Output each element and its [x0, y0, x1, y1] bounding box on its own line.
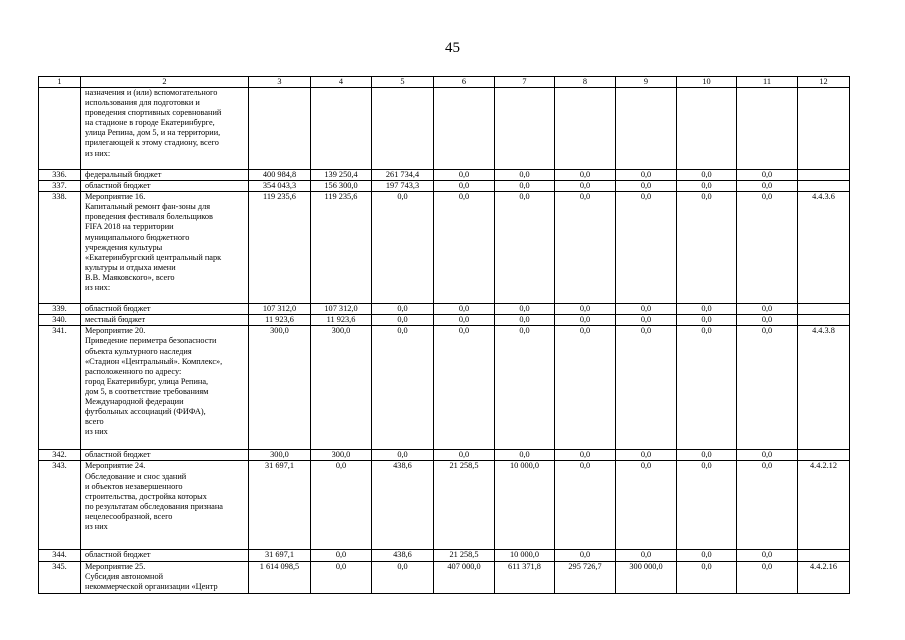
value-cell: 0,0	[677, 315, 737, 326]
row-number-cell: 343.	[39, 461, 81, 550]
value-cell: 300,0	[249, 326, 311, 450]
value-cell: 0,0	[677, 181, 737, 192]
value-cell: 0,0	[311, 550, 372, 561]
value-cell: 197 743,3	[372, 181, 434, 192]
value-cell: 0,0	[555, 326, 616, 450]
program-code-cell: 4.4.3.8	[798, 326, 850, 450]
value-cell: 0,0	[616, 550, 677, 561]
column-number-cell: 11	[737, 77, 798, 88]
value-cell: 0,0	[677, 170, 737, 181]
value-cell: 0,0	[555, 450, 616, 461]
row-number-cell: 339.	[39, 304, 81, 315]
value-cell: 0,0	[434, 326, 495, 450]
column-number-cell: 10	[677, 77, 737, 88]
value-cell	[677, 88, 737, 170]
row-description-cell: областной бюджет	[81, 304, 249, 315]
value-cell: 407 000,0	[434, 561, 495, 593]
row-description-cell: местный бюджет	[81, 315, 249, 326]
value-cell: 0,0	[372, 326, 434, 450]
value-cell: 300,0	[311, 326, 372, 450]
row-description-cell: назначения и (или) вспомогательного использования для подготовки и проведения спортивных соревнований на стадионе в городе Екатеринбурге, улица Репина, дом 5, и на территории, прилегающей к этому стадиону, всего из них:	[81, 88, 249, 170]
value-cell: 0,0	[555, 304, 616, 315]
column-number-row	[39, 77, 850, 88]
value-cell: 0,0	[311, 461, 372, 550]
value-cell: 0,0	[311, 561, 372, 593]
value-cell: 11 923,6	[311, 315, 372, 326]
table-row	[39, 450, 850, 461]
value-cell: 0,0	[737, 450, 798, 461]
value-cell: 0,0	[434, 315, 495, 326]
page-number: 45	[445, 40, 460, 56]
row-number-cell: 344.	[39, 550, 81, 561]
value-cell: 0,0	[737, 181, 798, 192]
program-code-cell: 4.4.2.12	[798, 461, 850, 550]
value-cell: 0,0	[555, 461, 616, 550]
value-cell: 0,0	[737, 461, 798, 550]
value-cell: 119 235,6	[311, 192, 372, 304]
value-cell: 0,0	[616, 170, 677, 181]
value-cell: 0,0	[434, 450, 495, 461]
column-number-cell: 2	[81, 77, 249, 88]
row-number-cell: 340.	[39, 315, 81, 326]
table-row	[39, 181, 850, 192]
value-cell: 0,0	[495, 450, 555, 461]
value-cell: 119 235,6	[249, 192, 311, 304]
value-cell: 0,0	[555, 170, 616, 181]
table-row	[39, 315, 850, 326]
value-cell: 0,0	[677, 192, 737, 304]
row-description-cell: областной бюджет	[81, 550, 249, 561]
value-cell: 107 312,0	[311, 304, 372, 315]
value-cell: 0,0	[677, 450, 737, 461]
program-code-cell	[798, 550, 850, 561]
value-cell: 0,0	[495, 192, 555, 304]
value-cell: 21 258,5	[434, 461, 495, 550]
value-cell: 0,0	[372, 304, 434, 315]
row-number-cell: 336.	[39, 170, 81, 181]
value-cell: 0,0	[555, 550, 616, 561]
column-number-cell: 12	[798, 77, 850, 88]
value-cell: 0,0	[555, 315, 616, 326]
row-number-cell: 342.	[39, 450, 81, 461]
table-row	[39, 170, 850, 181]
value-cell: 0,0	[616, 192, 677, 304]
table-row	[39, 88, 850, 170]
value-cell: 0,0	[737, 326, 798, 450]
row-description-cell: областной бюджет	[81, 181, 249, 192]
value-cell: 0,0	[737, 170, 798, 181]
value-cell	[616, 88, 677, 170]
row-number-cell: 345.	[39, 561, 81, 593]
value-cell: 0,0	[737, 304, 798, 315]
value-cell: 261 734,4	[372, 170, 434, 181]
value-cell: 11 923,6	[249, 315, 311, 326]
value-cell	[555, 88, 616, 170]
row-number-cell: 337.	[39, 181, 81, 192]
row-description-cell: Мероприятие 24. Обследование и снос зданий и объектов незавершенного строительства, достройка которых по результатам обследования признана нецелесообразной, всего из них	[81, 461, 249, 550]
program-code-cell	[798, 450, 850, 461]
column-number-cell: 5	[372, 77, 434, 88]
row-description-cell: Мероприятие 20. Приведение периметра безопасности объекта культурного наследия «Стадион «Центральный». Комплекс», расположенного по адресу: город Екатеринбург, улица Репина, дом 5, в соответствие требованиям Международной федерации футбольных ассоциаций (ФИФА), всего из них	[81, 326, 249, 450]
value-cell: 1 614 098,5	[249, 561, 311, 593]
value-cell: 21 258,5	[434, 550, 495, 561]
value-cell: 0,0	[737, 315, 798, 326]
value-cell: 0,0	[677, 304, 737, 315]
value-cell: 0,0	[434, 170, 495, 181]
value-cell: 438,6	[372, 550, 434, 561]
value-cell: 0,0	[616, 304, 677, 315]
value-cell	[249, 88, 311, 170]
table-row	[39, 550, 850, 561]
value-cell: 0,0	[737, 192, 798, 304]
value-cell	[737, 88, 798, 170]
program-code-cell	[798, 304, 850, 315]
value-cell: 0,0	[737, 550, 798, 561]
value-cell: 0,0	[555, 181, 616, 192]
table-row	[39, 326, 850, 450]
value-cell: 0,0	[737, 561, 798, 593]
row-description-cell: федеральный бюджет	[81, 170, 249, 181]
value-cell: 10 000,0	[495, 461, 555, 550]
column-number-cell: 7	[495, 77, 555, 88]
value-cell: 354 043,3	[249, 181, 311, 192]
column-number-cell: 9	[616, 77, 677, 88]
program-code-cell: 4.4.2.16	[798, 561, 850, 593]
value-cell: 300 000,0	[616, 561, 677, 593]
column-number-cell: 3	[249, 77, 311, 88]
program-code-cell: 4.4.3.6	[798, 192, 850, 304]
row-description-cell: Мероприятие 16. Капитальный ремонт фан-зоны для проведения фестиваля болельщиков FIFA 2018 на территории муниципального бюджетного учреждения культуры «Екатеринбургский центральный парк культуры и отдыха имени В.В. Маяковского», всего из них:	[81, 192, 249, 304]
value-cell: 400 984,8	[249, 170, 311, 181]
column-number-cell: 8	[555, 77, 616, 88]
value-cell: 0,0	[616, 461, 677, 550]
row-number-cell: 341.	[39, 326, 81, 450]
value-cell: 0,0	[372, 450, 434, 461]
value-cell: 438,6	[372, 461, 434, 550]
value-cell: 0,0	[495, 170, 555, 181]
value-cell: 0,0	[495, 326, 555, 450]
value-cell: 0,0	[677, 561, 737, 593]
value-cell: 0,0	[434, 181, 495, 192]
value-cell: 0,0	[677, 550, 737, 561]
value-cell: 107 312,0	[249, 304, 311, 315]
row-description-cell: Мероприятие 25. Субсидия автономной некоммерческой организации «Центр	[81, 561, 249, 593]
value-cell: 0,0	[495, 315, 555, 326]
value-cell: 31 697,1	[249, 461, 311, 550]
value-cell: 0,0	[616, 450, 677, 461]
value-cell: 0,0	[555, 192, 616, 304]
program-code-cell	[798, 181, 850, 192]
row-number-cell: 338.	[39, 192, 81, 304]
value-cell	[311, 88, 372, 170]
value-cell: 0,0	[677, 461, 737, 550]
value-cell: 0,0	[616, 326, 677, 450]
column-number-cell: 6	[434, 77, 495, 88]
value-cell: 0,0	[616, 315, 677, 326]
value-cell: 0,0	[616, 181, 677, 192]
value-cell: 0,0	[434, 304, 495, 315]
value-cell	[372, 88, 434, 170]
table-row	[39, 304, 850, 315]
row-description-cell: областной бюджет	[81, 450, 249, 461]
row-number-cell	[39, 88, 81, 170]
value-cell: 295 726,7	[555, 561, 616, 593]
table-row	[39, 561, 850, 593]
value-cell: 139 250,4	[311, 170, 372, 181]
value-cell: 0,0	[677, 326, 737, 450]
column-number-cell: 4	[311, 77, 372, 88]
value-cell: 0,0	[495, 304, 555, 315]
value-cell: 31 697,1	[249, 550, 311, 561]
value-cell: 611 371,8	[495, 561, 555, 593]
value-cell: 0,0	[372, 561, 434, 593]
budget-table	[38, 76, 850, 594]
program-code-cell	[798, 170, 850, 181]
value-cell	[495, 88, 555, 170]
column-number-cell: 1	[39, 77, 81, 88]
value-cell: 10 000,0	[495, 550, 555, 561]
value-cell: 0,0	[372, 192, 434, 304]
value-cell: 0,0	[434, 192, 495, 304]
value-cell: 300,0	[249, 450, 311, 461]
table-row	[39, 192, 850, 304]
value-cell: 156 300,0	[311, 181, 372, 192]
program-code-cell	[798, 315, 850, 326]
value-cell	[434, 88, 495, 170]
value-cell: 300,0	[311, 450, 372, 461]
value-cell: 0,0	[372, 315, 434, 326]
table-row	[39, 461, 850, 550]
program-code-cell	[798, 88, 850, 170]
value-cell: 0,0	[495, 181, 555, 192]
